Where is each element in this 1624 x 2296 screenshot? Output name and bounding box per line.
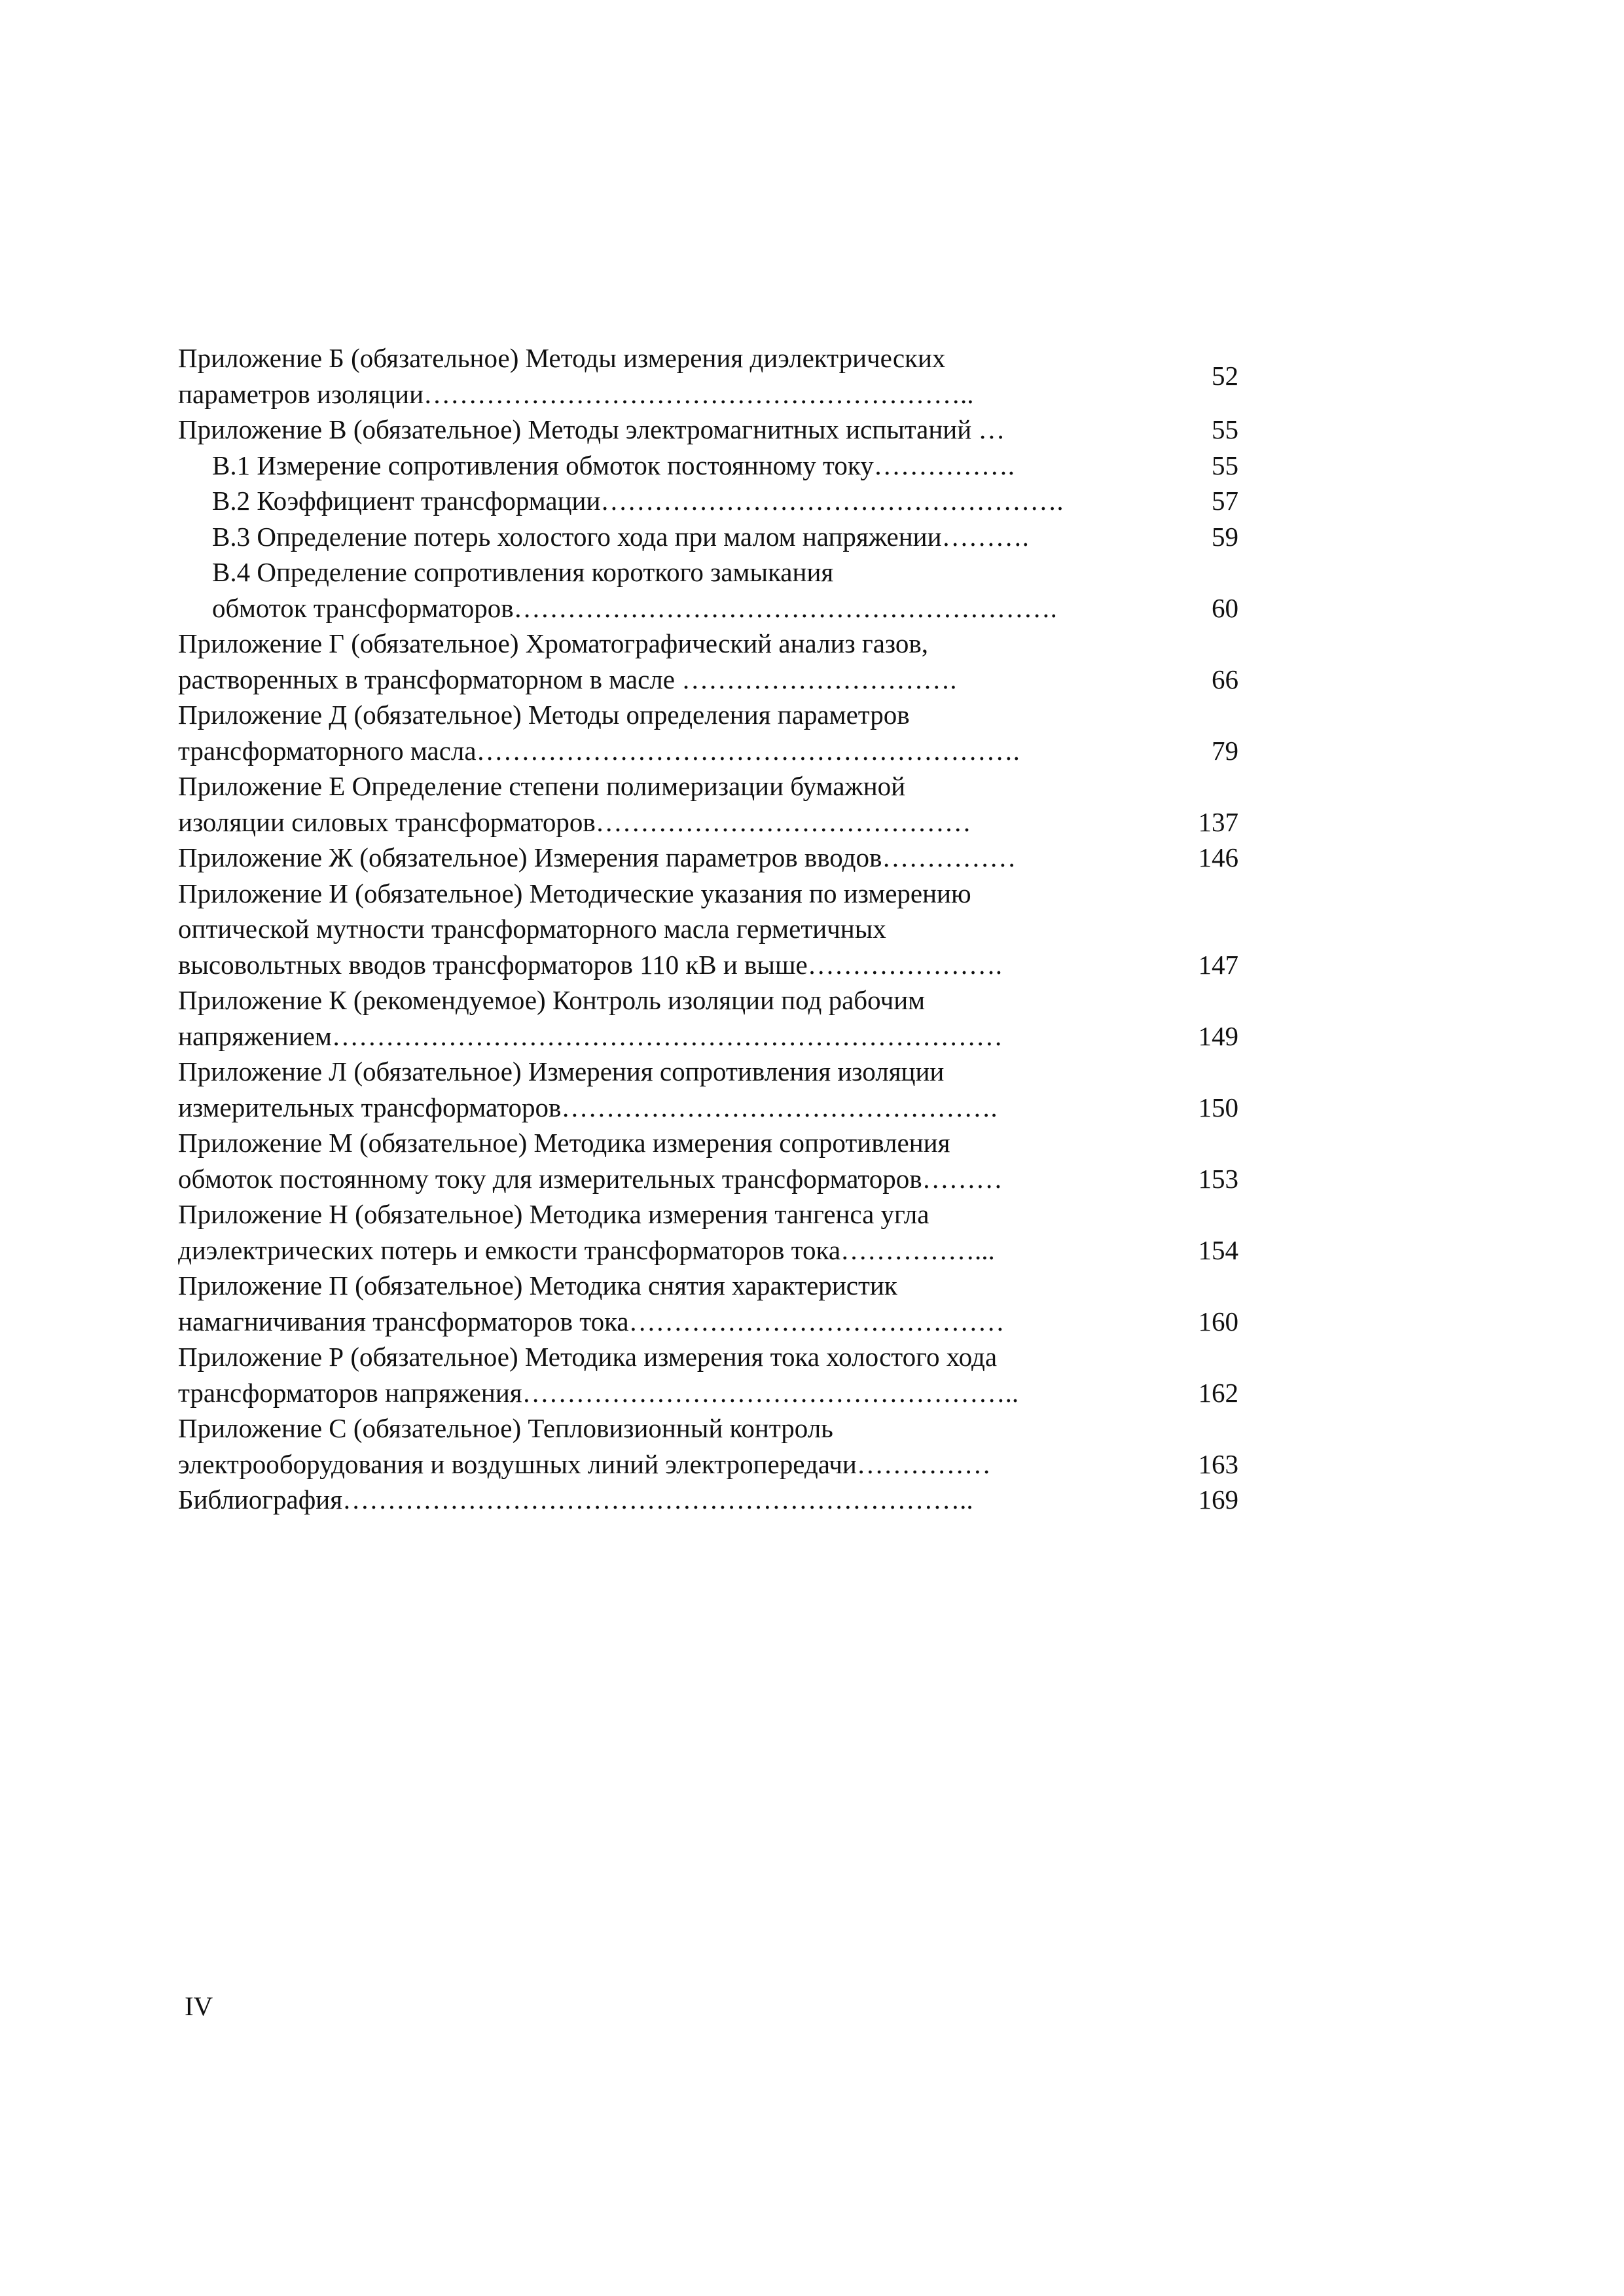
toc-entry-page: 79 xyxy=(1212,735,1238,766)
toc-entry-page: 149 xyxy=(1198,1020,1238,1051)
toc-entry-page: 147 xyxy=(1198,949,1238,980)
toc-entry-appendix-r[interactable] xyxy=(178,1339,1238,1410)
toc-entry-page: 146 xyxy=(1198,842,1238,872)
toc-entry-page: 160 xyxy=(1198,1306,1238,1336)
toc-entry-text: Приложение П (обязательное) Методика снятия характеристик намагничивания трансформаторов тока…………………………………… xyxy=(178,1270,1005,1336)
toc-entry-appendix-p[interactable] xyxy=(178,1268,1238,1339)
page-number: IV xyxy=(185,1991,213,2021)
toc-entry-text: Приложение Ж (обязательное) Измерения параметров вводов…………… xyxy=(178,842,1017,872)
toc-entry-text: В.2 Коэффициент трансформации……………………………………………. xyxy=(212,486,1064,516)
toc-entry-text: Приложение Д (обязательное) Методы определения параметров трансформаторного масла……………………………………………………. xyxy=(178,700,1020,766)
toc-entry-appendix-k[interactable] xyxy=(178,982,1238,1054)
toc-entry-page: 169 xyxy=(1198,1484,1238,1515)
toc-entry-page: 59 xyxy=(1212,521,1238,552)
toc-entry-bibliography[interactable] xyxy=(178,1482,1238,1518)
toc-entry-v1[interactable] xyxy=(178,448,1238,484)
toc-entry-text: Приложение М (обязательное) Методика измерения сопротивления обмоток постоянному току для измерительных трансформаторов……… xyxy=(178,1128,1003,1194)
toc-entry-appendix-g[interactable] xyxy=(178,626,1238,697)
toc-entry-text: В.3 Определение потерь холостого хода при малом напряжении………. xyxy=(212,521,1029,552)
toc-entry-appendix-s[interactable] xyxy=(178,1410,1238,1482)
toc-entry-page: 57 xyxy=(1212,486,1238,516)
toc-entry-text: Приложение Б (обязательное) Методы измерения диэлектрических параметров изоляции…………………………………………………….. xyxy=(178,343,974,409)
toc-entry-page: 150 xyxy=(1198,1092,1238,1122)
toc-entry-appendix-m[interactable] xyxy=(178,1125,1238,1196)
toc-entry-v2[interactable] xyxy=(178,483,1238,519)
toc-entry-appendix-l[interactable] xyxy=(178,1054,1238,1125)
toc-entry-page: 66 xyxy=(1212,664,1238,694)
toc-entry-page: 55 xyxy=(1212,414,1238,444)
toc-entry-appendix-d[interactable] xyxy=(178,697,1238,768)
toc-entry-text: Приложение Р (обязательное) Методика измерения тока холостого хода трансформаторов напряжения……………………………………………….. xyxy=(178,1342,1019,1408)
toc-entry-page: 137 xyxy=(1198,806,1238,837)
toc-entry-text: Приложение К (рекомендуемое) Контроль изоляции под рабочим напряжением………………………………………………………………… xyxy=(178,985,1003,1051)
toc-entry-appendix-e[interactable] xyxy=(178,768,1238,840)
toc-entry-text: Приложение Е Определение степени полимеризации бумажной изоляции силовых трансформаторов…………………………………… xyxy=(178,771,971,837)
toc-entry-appendix-i[interactable] xyxy=(178,876,1238,983)
toc-entry-text: Приложение В (обязательное) Методы электромагнитных испытаний … xyxy=(178,414,1005,444)
toc-entry-page: 163 xyxy=(1198,1448,1238,1479)
toc-entry-page: 60 xyxy=(1212,592,1238,623)
toc-entry-appendix-b[interactable] xyxy=(178,340,1238,412)
toc-entry-v4[interactable] xyxy=(178,554,1238,626)
toc-entry-text: Библиография…………………………………………………………….. xyxy=(178,1484,973,1515)
toc-entry-page: 52 xyxy=(1212,361,1238,391)
toc-entry-appendix-v[interactable] xyxy=(178,412,1238,448)
table-of-contents xyxy=(178,340,1238,1518)
toc-entry-text: Приложение С (обязательное) Тепловизионный контроль электрооборудования и воздушных линий электропередачи…………… xyxy=(178,1413,991,1479)
toc-entry-v3[interactable] xyxy=(178,519,1238,555)
toc-entry-page: 162 xyxy=(1198,1377,1238,1408)
toc-entry-page: 153 xyxy=(1198,1163,1238,1194)
toc-entry-page: 154 xyxy=(1198,1234,1238,1265)
toc-entry-text: Приложение И (обязательное) Методические указания по измерению оптической мутности трансформаторного масла герметичных высовольтных вводов трансформаторов 110 кВ и выше…………………. xyxy=(178,878,1002,980)
toc-entry-page: 55 xyxy=(1212,450,1238,480)
toc-entry-text: В.4 Определение сопротивления короткого замыкания обмоток трансформаторов……………………………………………………. xyxy=(212,557,1057,623)
toc-entry-text: Приложение Л (обязательное) Измерения сопротивления изоляции измерительных трансформаторов…………………………………………. xyxy=(178,1056,998,1122)
toc-entry-appendix-n[interactable] xyxy=(178,1196,1238,1268)
toc-entry-appendix-zh[interactable] xyxy=(178,840,1238,876)
toc-entry-text: Приложение Н (обязательное) Методика измерения тангенса угла диэлектрических потерь и емкости трансформаторов тока……………... xyxy=(178,1199,995,1265)
toc-entry-text: Приложение Г (обязательное) Хроматографический анализ газов, растворенных в трансформаторном в масле …………………………. xyxy=(178,628,957,694)
toc-entry-text: В.1 Измерение сопротивления обмоток постоянному току……………. xyxy=(212,450,1015,480)
